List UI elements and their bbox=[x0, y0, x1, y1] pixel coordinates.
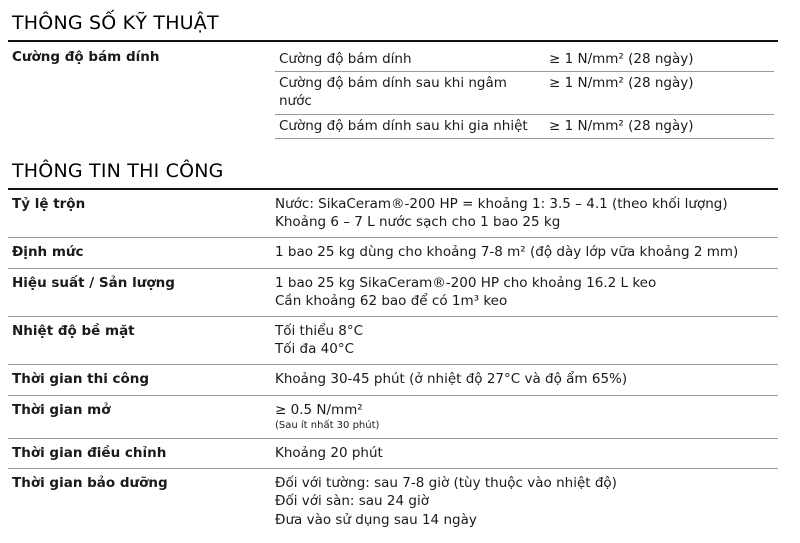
table-row bbox=[8, 438, 778, 468]
value-line: Khoảng 20 phút bbox=[275, 444, 383, 461]
row-label-adjustment-time: Thời gian điều chỉnh bbox=[8, 438, 271, 468]
table-row bbox=[8, 238, 778, 268]
row-value-mixing-ratio bbox=[271, 190, 778, 238]
value-line: Đưa vào sử dụng sau 14 ngày bbox=[275, 511, 477, 528]
value-line: Đối với sàn: sau 24 giờ bbox=[275, 493, 429, 510]
technical-specs-table bbox=[8, 42, 778, 142]
subrow-value: ≥ 1 N/mm² (28 ngày) bbox=[545, 72, 774, 114]
section-technical-specs bbox=[8, 8, 778, 142]
row-label-substrate-temperature: Nhiệt độ bề mặt bbox=[8, 316, 271, 364]
value-line: Khoảng 30-45 phút (ở nhiệt độ 27°C và độ ẩm 65%) bbox=[275, 371, 628, 388]
row-value-substrate-temperature bbox=[271, 316, 778, 364]
row-label-curing-time: Thời gian bảo dưỡng bbox=[8, 469, 271, 535]
value-line: Tối thiểu 8°C bbox=[275, 322, 364, 339]
subrow-name: Cường độ bám dính sau khi gia nhiệt bbox=[275, 114, 545, 138]
value-line: Nước: SikaCeram®-200 HP = khoảng 1: 3.5 – 4.1 (theo khối lượng) bbox=[275, 195, 728, 212]
subrow-value: ≥ 1 N/mm² (28 ngày) bbox=[545, 114, 774, 138]
value-line: 1 bao 25 kg SikaCeram®-200 HP cho khoảng 16.2 L keo bbox=[275, 274, 657, 291]
table-row bbox=[8, 365, 778, 395]
row-value-adhesion-strength bbox=[271, 42, 778, 142]
subrow-value: ≥ 1 N/mm² (28 ngày) bbox=[545, 48, 774, 72]
row-label-mixing-ratio: Tỷ lệ trộn bbox=[12, 195, 86, 212]
value-line: ≥ 0.5 N/mm² bbox=[275, 401, 363, 418]
value-line: Cần khoảng 62 bao để có 1m³ keo bbox=[275, 292, 508, 309]
subrow-name: Cường độ bám dính sau khi ngâm nước bbox=[275, 72, 545, 114]
table-row bbox=[275, 48, 774, 72]
row-label-adhesion-strength: Cường độ bám dính bbox=[12, 49, 160, 65]
section-title-application-info: THÔNG TIN THI CÔNG bbox=[12, 159, 224, 182]
section-spacer bbox=[8, 142, 778, 156]
row-value-curing-time bbox=[271, 469, 778, 535]
value-line: Đối với tường: sau 7-8 giờ (tùy thuộc vào nhiệt độ) bbox=[275, 475, 617, 492]
table-row bbox=[8, 469, 778, 535]
value-line: Khoảng 6 – 7 L nước sạch cho 1 bao 25 kg bbox=[275, 214, 561, 231]
section-application-info bbox=[8, 156, 778, 535]
row-value-yield bbox=[271, 268, 778, 316]
table-row bbox=[8, 190, 778, 238]
value-note: (Sau ít nhất 30 phút) bbox=[275, 419, 380, 431]
value-line: 1 bao 25 kg dùng cho khoảng 7-8 m² (độ dày lớp vữa khoảng 2 mm) bbox=[275, 244, 739, 261]
row-label-consumption: Định mức bbox=[8, 238, 271, 268]
table-row bbox=[275, 114, 774, 138]
row-value-pot-life bbox=[271, 365, 778, 395]
table-row bbox=[8, 42, 778, 142]
table-row bbox=[8, 268, 778, 316]
subrow-name: Cường độ bám dính bbox=[275, 48, 545, 72]
value-line: Tối đa 40°C bbox=[275, 341, 355, 358]
row-value-open-time bbox=[271, 395, 778, 438]
table-row bbox=[8, 395, 778, 438]
row-label-pot-life: Thời gian thi công bbox=[8, 365, 271, 395]
adhesion-subtable bbox=[275, 48, 774, 139]
application-info-table bbox=[8, 190, 778, 535]
row-value-consumption bbox=[271, 238, 778, 268]
table-row bbox=[8, 316, 778, 364]
row-label-yield: Hiệu suất / Sản lượng bbox=[8, 268, 271, 316]
section-title-technical-specs: THÔNG SỐ KỸ THUẬT bbox=[12, 12, 219, 34]
row-value-adjustment-time bbox=[271, 438, 778, 468]
table-row bbox=[275, 72, 774, 114]
row-label-open-time: Thời gian mở bbox=[8, 395, 271, 438]
